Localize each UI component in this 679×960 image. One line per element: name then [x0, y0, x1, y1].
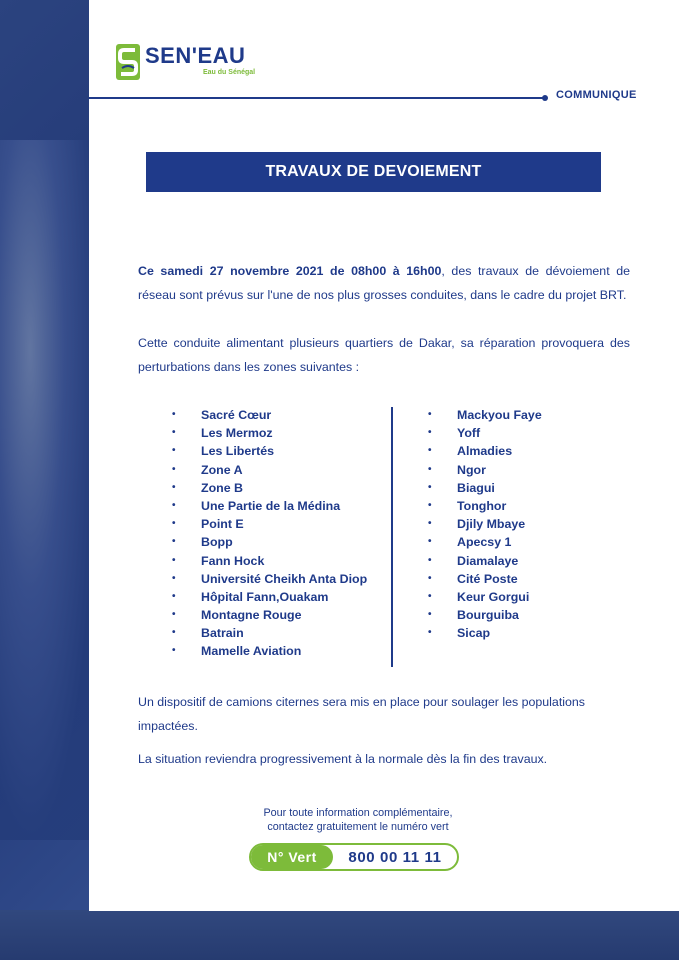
zone-item: • Yoff: [428, 424, 542, 442]
page-title: TRAVAUX DE DEVOIEMENT: [265, 163, 482, 180]
background-photo: [0, 140, 100, 840]
zone-item: • Ngor: [428, 461, 542, 479]
zone-item: • Sacré Cœur: [172, 406, 367, 424]
zone-item: • Montagne Rouge: [172, 606, 367, 624]
measures-paragraph: Un dispositif de camions citernes sera mis en place pour soulager les populations impactées.: [138, 695, 585, 733]
header-rule-dot: [542, 95, 548, 101]
return-paragraph: La situation reviendra progressivement à la normale dès la fin des travaux.: [138, 752, 548, 766]
green-number-value[interactable]: 800 00 11 11: [348, 848, 442, 866]
zone-item: • Les Libertés: [172, 442, 367, 460]
zone-item: • Biagui: [428, 479, 542, 497]
zones-list-right: [428, 406, 542, 642]
bottom-band: [0, 910, 679, 960]
zone-item: • Diamalaye: [428, 552, 542, 570]
zone-item: • Mackyou Faye: [428, 406, 542, 424]
zone-item: • Une Partie de la Médina: [172, 497, 367, 515]
zones-list-left: [172, 406, 367, 661]
zone-item: • Zone B: [172, 479, 367, 497]
title-banner: [146, 152, 601, 192]
zone-item: • Apecsy 1: [428, 533, 542, 551]
zone-item: • Tonghor: [428, 497, 542, 515]
zone-item: • Hôpital Fann,Ouakam: [172, 588, 367, 606]
impact-paragraph: Cette conduite alimentant plusieurs quartiers de Dakar, sa réparation provoquera des perturbations dans les zones suivantes :: [138, 336, 630, 374]
contact-info: [138, 806, 578, 834]
intro-paragraph: [138, 259, 630, 307]
intro-text: , des travaux de dévoiement de réseau sont prévus sur l'une de nos plus grosses conduites, dans le cadre du projet BRT.: [138, 264, 631, 302]
zone-item: • Bopp: [172, 533, 367, 551]
zone-item: • Djily Mbaye: [428, 515, 542, 533]
contact-line-1: Pour toute information complémentaire,: [263, 807, 453, 819]
zone-item: • Bourguiba: [428, 606, 542, 624]
zone-item: • Cité Poste: [428, 570, 542, 588]
brand-name: SEN'EAU: [145, 43, 246, 68]
doc-type-label: COMMUNIQUE: [556, 89, 637, 101]
zone-item: • Mamelle Aviation: [172, 642, 367, 660]
zone-item: • Sicap: [428, 624, 542, 642]
brand-tagline: Eau du Sénégal: [203, 69, 256, 76]
seneau-s-icon: [116, 44, 140, 80]
zone-item: • Zone A: [172, 461, 367, 479]
header-rule: [89, 97, 545, 99]
column-divider: [391, 407, 393, 667]
intro-date: Ce samedi 27 novembre 2021 de 08h00 à 16h00: [138, 264, 442, 278]
zone-item: • Les Mermoz: [172, 424, 367, 442]
seneau-logo: [116, 44, 255, 82]
green-number-badge[interactable]: [249, 843, 459, 871]
zone-item: • Almadies: [428, 442, 542, 460]
zone-item: • Fann Hock: [172, 552, 367, 570]
zone-item: • Batrain: [172, 624, 367, 642]
contact-line-2: contactez gratuitement le numéro vert: [267, 821, 449, 833]
zone-item: • Point E: [172, 515, 367, 533]
green-number-label: N° Vert: [251, 845, 333, 869]
zone-item: • Université Cheikh Anta Diop: [172, 570, 367, 588]
zone-item: • Keur Gorgui: [428, 588, 542, 606]
